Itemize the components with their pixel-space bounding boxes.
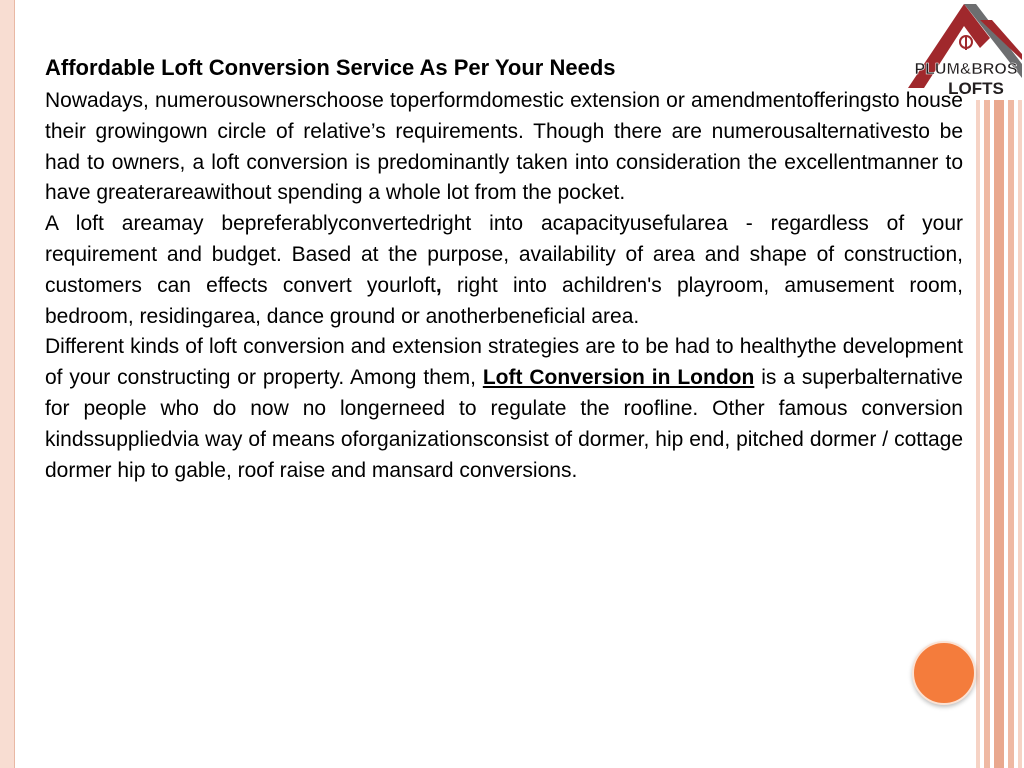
logo-text-line2: LOFTS bbox=[948, 79, 1004, 98]
paragraph-2-bold-comma: , bbox=[435, 273, 442, 297]
left-decorative-bar bbox=[0, 0, 15, 768]
loft-conversion-london-link[interactable]: Loft Conversion in London bbox=[482, 366, 755, 390]
orange-circle-decoration bbox=[912, 641, 976, 705]
paragraph-1: Nowadays, numerousownerschoose toperformdomestic extension or amendmentofferingsto house their growingown circle of relative’s requirements. Though there are numerousalternativesto be had to owners, a loft conversion is predominantly taken into consideration the excellentmanner to have greaterareawithout spending a whole lot from the pocket. bbox=[45, 89, 963, 205]
paragraph-3-text: Different kinds of loft conversion and extension strategies are to be had to healthythe development of your constructing or property. Among them, bbox=[45, 335, 963, 390]
slide-title: Affordable Loft Conversion Service As Per Your Needs bbox=[45, 55, 616, 80]
paragraph-2-text-end: right into achildren's playroom, amusement room, bedroom, residingarea, dance ground or anotherbeneficial area. bbox=[45, 273, 963, 328]
paragraph-2 bbox=[45, 209, 963, 332]
logo-text-line1: PLUM&BROS bbox=[914, 61, 1018, 78]
paragraph-2-text: A loft areamay bepreferablyconvertedright into acapacityusefularea - regardless of your requirement and budget. Based at the purpose, availability of area and shape of construction, customers can effects convert yourloft bbox=[45, 212, 963, 297]
paragraph-3 bbox=[45, 332, 963, 486]
right-decorative-stripes bbox=[976, 100, 1024, 768]
slide-content bbox=[45, 50, 963, 486]
paragraph-3-text-end: is a superbalternative for people who do now no longerneed to regulate the roofline. Other famous conversion kindssuppliedvia way of means oforganizationsconsist of dormer, hip end, pitched dormer / cottage dormer hip to gable, roof raise and mansard conversions. bbox=[45, 366, 963, 482]
